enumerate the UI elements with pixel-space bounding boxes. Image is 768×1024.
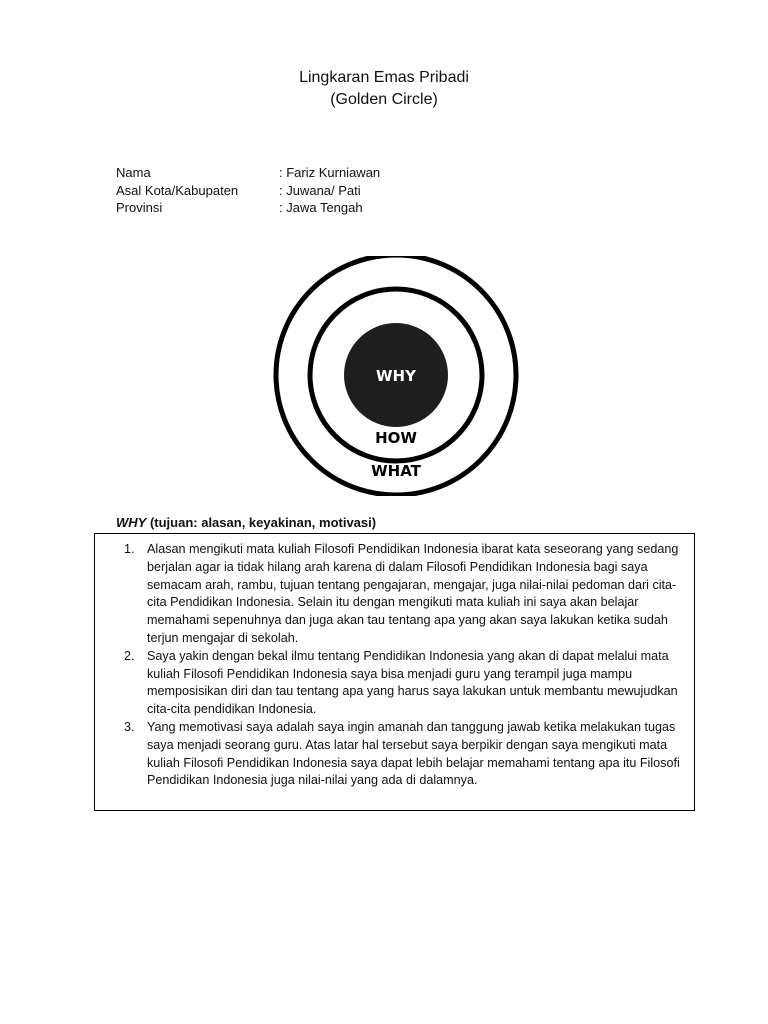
info-row-nama bbox=[116, 164, 516, 182]
info-value: : Fariz Kurniawan bbox=[279, 165, 381, 180]
how-label: HOW bbox=[375, 429, 417, 447]
list-item bbox=[95, 648, 690, 719]
document-title: Lingkaran Emas Pribadi bbox=[299, 69, 469, 86]
list-item-number: 2. bbox=[124, 648, 135, 663]
info-label: Nama bbox=[116, 165, 151, 180]
why-label: WHY bbox=[376, 367, 416, 385]
why-answer-list bbox=[95, 541, 690, 790]
info-row-provinsi bbox=[116, 199, 516, 217]
info-value: : Jawa Tengah bbox=[279, 200, 363, 215]
list-item bbox=[95, 719, 690, 790]
list-item-number: 3. bbox=[124, 719, 135, 734]
list-item-number: 1. bbox=[124, 542, 135, 556]
list-item-text: Saya yakin dengan bekal ilmu tentang Pendidikan Indonesia yang akan di dapat melalui mata kuliah Filosofi Pendidikan Indonesia saya bisa menjadi guru yang terampil juga mampu memposisikan diri dan tau tentang apa yang harus saya lakukan untuk membantu mewujudkan cita-cita pendidikan Indonesia. bbox=[147, 648, 678, 717]
document-subtitle: (Golden Circle) bbox=[330, 91, 438, 108]
why-section-heading bbox=[116, 514, 376, 532]
info-label: Provinsi bbox=[116, 200, 163, 215]
list-item-text: Alasan mengikuti mata kuliah Filosofi Pendidikan Indonesia ibarat kata seseorang yang sedang berjalan agar ia tidak hilang arah karena di dalam Filosofi Pendidikan Indonesia bagi saya semacam arah, rambu, tujuan tentang pengajaran, mengajar, juga nilai-nilai pedoman dari cita-cita Pendidikan Indonesia. Selain itu dengan mengikuti mata kuliah ini saya akan belajar memahami sepenuhnya dan juga akan tau tentang apa yang akan saya lakukan ketika sudah terjun mengajar di sekolah. bbox=[147, 542, 679, 645]
info-value: : Juwana/ Pati bbox=[279, 183, 361, 198]
what-label: WHAT bbox=[371, 462, 421, 480]
why-heading-description: (tujuan: alasan, keyakinan, motivasi) bbox=[146, 515, 377, 530]
golden-circle-diagram bbox=[272, 256, 522, 496]
info-row-kota bbox=[116, 182, 516, 200]
list-item bbox=[95, 541, 690, 648]
why-heading-keyword: WHY bbox=[116, 515, 147, 530]
info-label: Asal Kota/Kabupaten bbox=[116, 183, 239, 198]
why-answer-box bbox=[94, 533, 695, 811]
list-item-text: Yang memotivasi saya adalah saya ingin amanah dan tanggung jawab ketika melakukan tugas saya menjadi seorang guru. Atas latar hal tersebut saya berpikir dengan saya mengikuti mata kuliah Filosofi Pendidikan Indonesia saya dapat lebih belajar memahami tentang apa itu Filosofi Pendidikan Indonesia juga nilai-nilai yang ada di dalamnya. bbox=[147, 719, 680, 788]
